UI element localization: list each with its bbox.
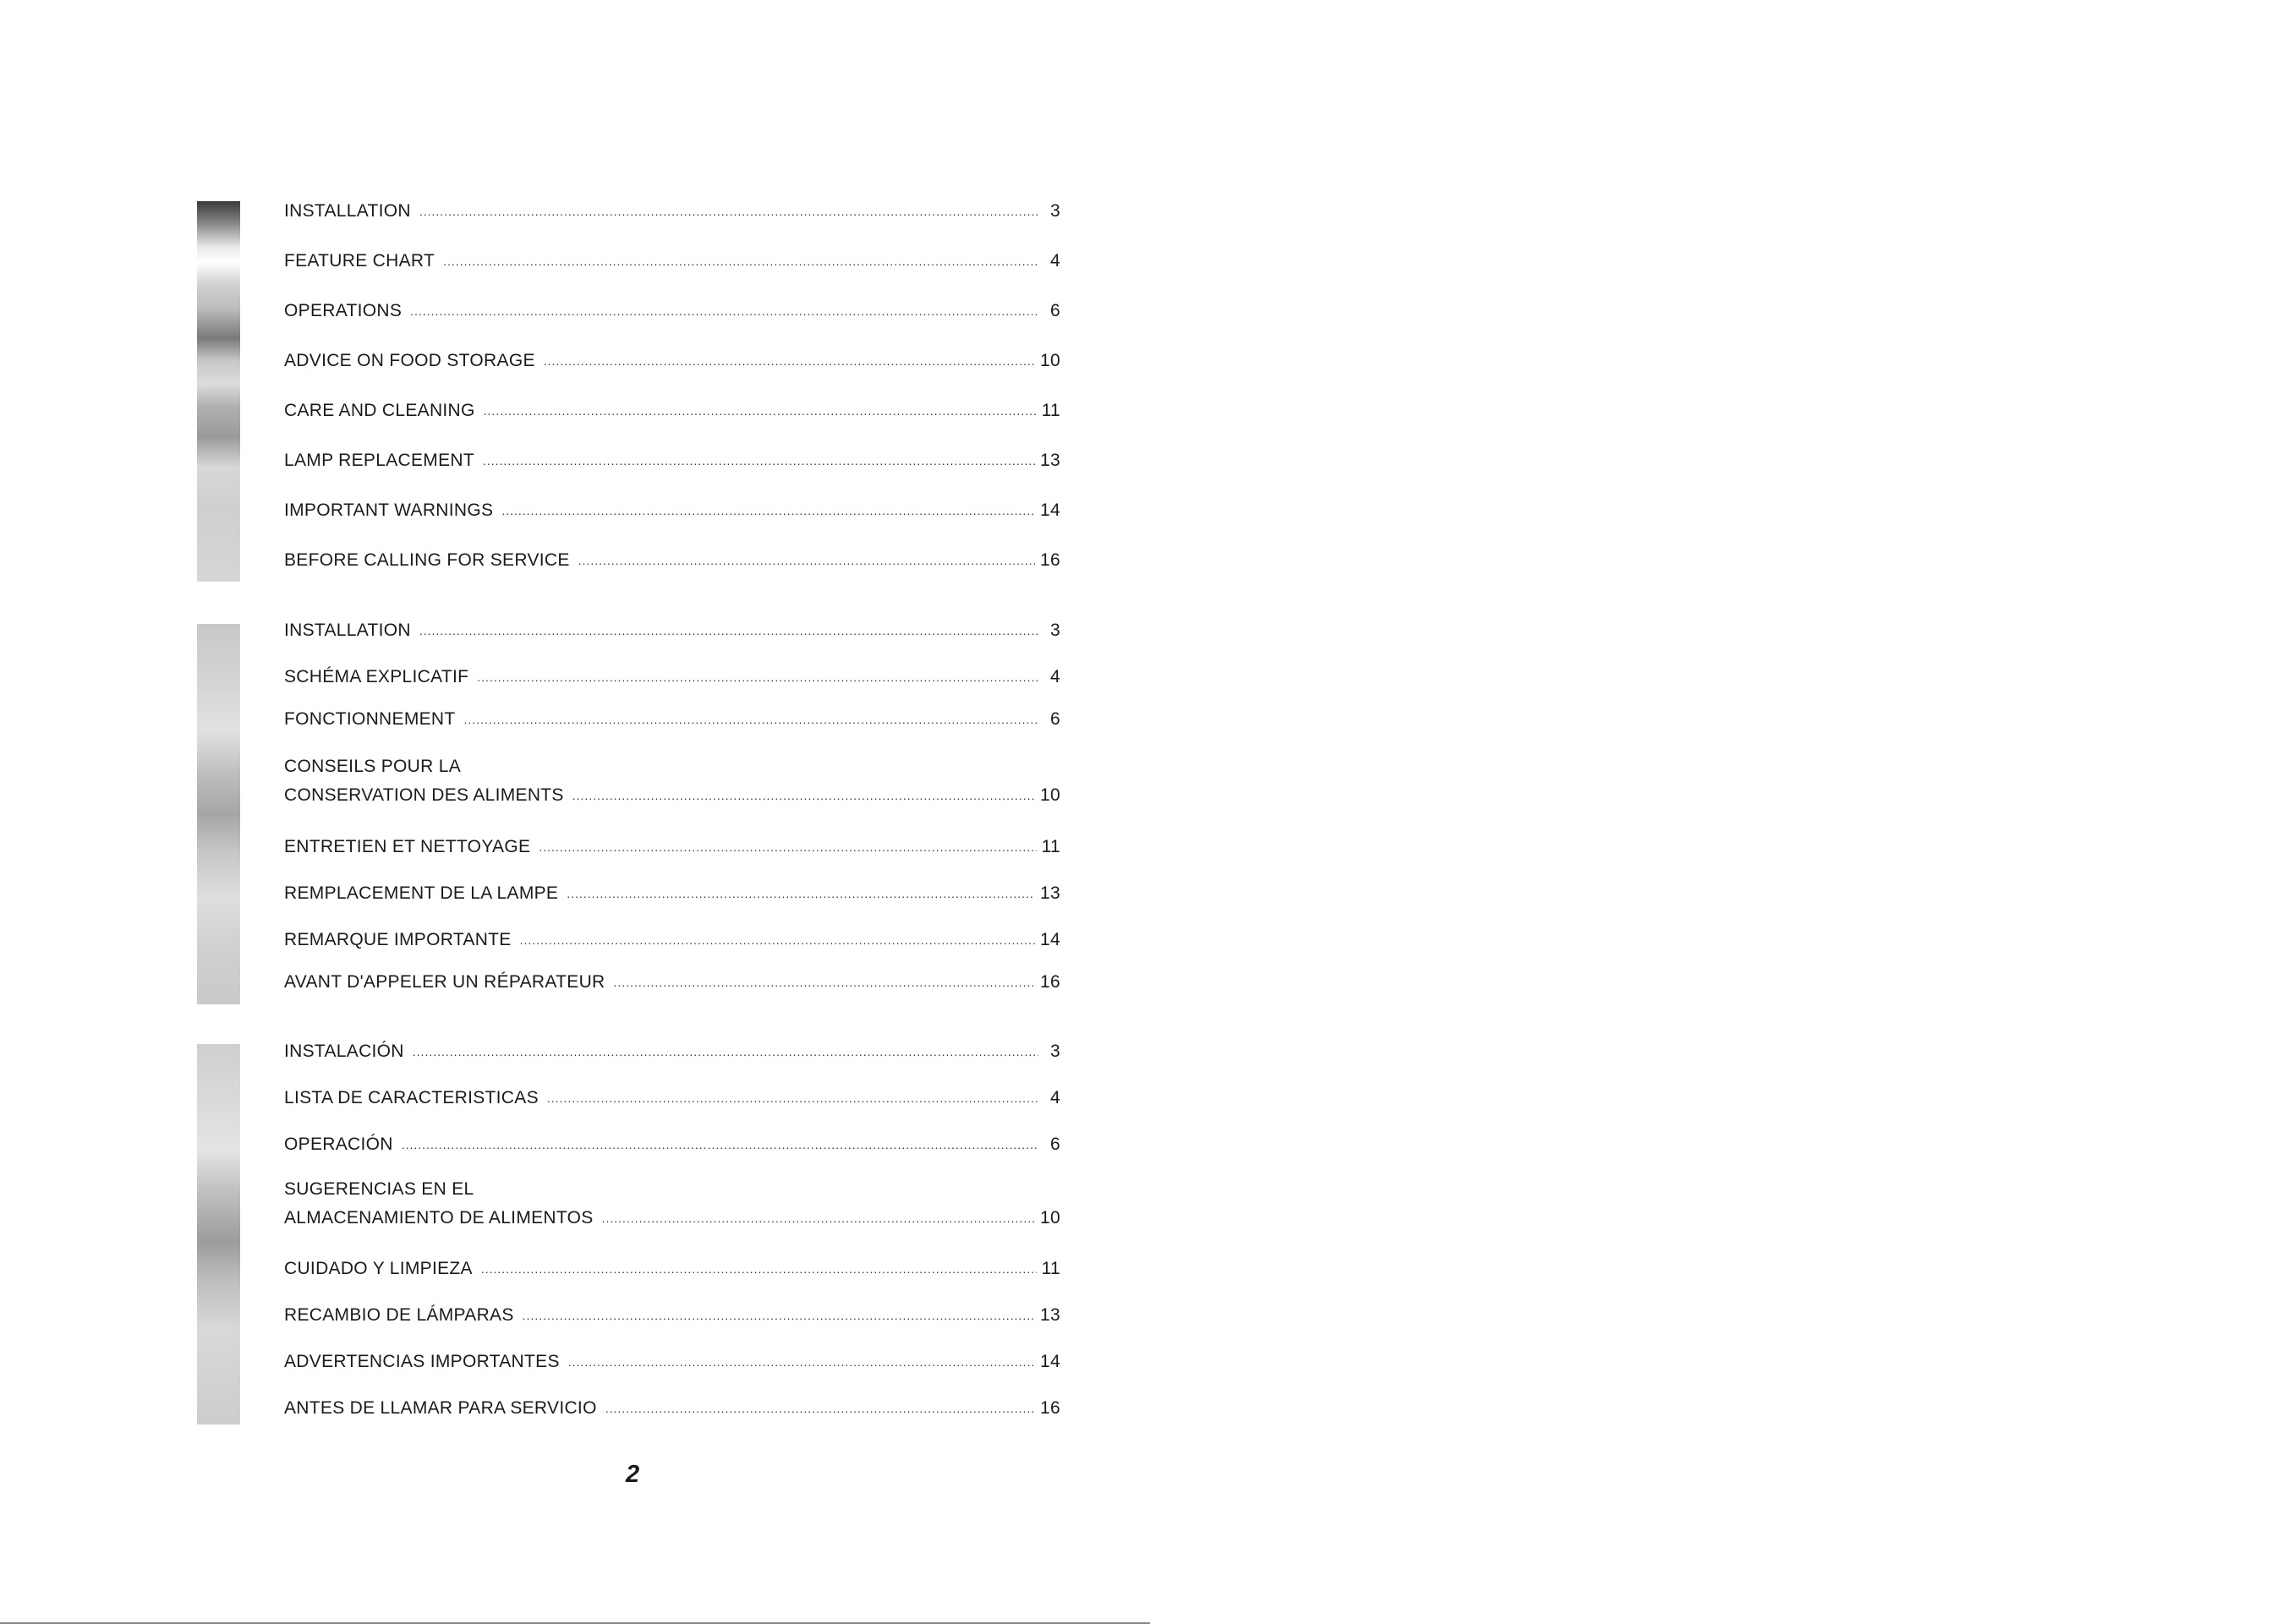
toc-entry[interactable] [284,1175,1060,1233]
toc-entry[interactable] [284,1394,1060,1423]
toc-entry-page: 13 [1040,451,1060,470]
dot-leader [539,833,1036,861]
toc-entry-page: 6 [1050,301,1060,320]
toc-entry[interactable] [284,1348,1060,1376]
toc-entry-page: 4 [1050,251,1060,271]
toc-entry[interactable] [284,752,1060,810]
toc-entry[interactable] [284,197,1060,226]
dot-leader [477,663,1038,692]
toc-entry[interactable] [284,926,1060,954]
toc-entry-title [284,1175,602,1233]
dot-leader [413,1037,1038,1066]
toc-entry-title: IMPORTANT WARNINGS [284,500,494,520]
toc-entry-page: 3 [1050,201,1060,221]
dot-leader [567,879,1035,908]
toc-entry-title: ENTRETIEN ET NETTOYAGE [284,837,531,856]
dot-leader [520,926,1035,954]
page-number: 2 [626,1461,640,1488]
toc-entry-page: 16 [1040,1398,1060,1418]
toc-entry-title: OPERACIÓN [284,1135,393,1154]
section-tab-french [197,624,240,1004]
toc-entry-title-line2: CONSERVATION DES ALIMENTS [284,785,564,805]
toc-entry-title: CARE AND CLEANING [284,401,475,420]
toc-entry-title: AVANT D'APPELER UN RÉPARATEUR [284,972,605,992]
toc-entry-title: ADVERTENCIAS IMPORTANTES [284,1352,560,1371]
toc-entry[interactable] [284,496,1060,525]
dot-leader [443,247,1038,276]
dot-leader [410,297,1038,325]
toc-entry-page: 14 [1040,930,1060,949]
toc-entry-page: 13 [1040,883,1060,903]
toc-entry[interactable] [284,1255,1060,1283]
dot-leader [544,347,1035,375]
dot-leader [419,197,1038,226]
toc-entry[interactable] [284,396,1060,425]
toc-entry-page: 4 [1050,667,1060,686]
toc-entry-title: ANTES DE LLAMAR PARA SERVICIO [284,1398,597,1418]
toc-entry[interactable] [284,546,1060,575]
dot-leader [614,968,1036,997]
toc-entry-title: INSTALLATION [284,621,411,640]
toc-entry-page: 10 [1040,1208,1060,1228]
toc-entry[interactable] [284,1130,1060,1159]
toc-entry[interactable] [284,705,1060,734]
toc-entry-page: 4 [1050,1088,1060,1107]
toc-entry-title [284,752,572,810]
toc-entry-title: REMARQUE IMPORTANTE [284,930,512,949]
toc-entry[interactable] [284,879,1060,908]
toc-entry[interactable] [284,1301,1060,1330]
toc-entry-title: REMPLACEMENT DE LA LAMPE [284,883,559,903]
toc-entry-page: 10 [1040,785,1060,805]
toc-entry[interactable] [284,1037,1060,1066]
toc-entry[interactable] [284,968,1060,997]
toc-entry-title: CUIDADO Y LIMPIEZA [284,1259,473,1278]
dot-leader [602,1204,1035,1233]
toc-entry-page: 14 [1040,500,1060,520]
toc-entry-title: INSTALACIÓN [284,1042,404,1061]
toc-entry-title: OPERATIONS [284,301,403,320]
section-tab-spanish [197,1044,240,1424]
toc-entry-page: 16 [1040,972,1060,992]
toc-entry[interactable] [284,833,1060,861]
dot-leader [481,1255,1037,1283]
toc-entry-title-line1: SUGERENCIAS EN EL [284,1179,474,1199]
toc-entry-title: SCHÉMA EXPLICATIF [284,667,469,686]
toc-entry-title: FONCTIONNEMENT [284,709,456,729]
toc-entry[interactable] [284,616,1060,645]
toc-entry-page: 10 [1040,351,1060,370]
toc-entry-page: 14 [1040,1352,1060,1371]
dot-leader [419,616,1038,645]
toc-entry-page: 3 [1050,1042,1060,1061]
toc-entry-title: RECAMBIO DE LÁMPARAS [284,1305,514,1325]
toc-entry[interactable] [284,297,1060,325]
toc-entry-title: LISTA DE CARACTERISTICAS [284,1088,539,1107]
toc-entry-title: FEATURE CHART [284,251,435,271]
dot-leader [464,705,1038,734]
dot-leader [523,1301,1035,1330]
dot-leader [501,496,1035,525]
dot-leader [568,1348,1035,1376]
toc-entry-title-line2: ALMACENAMIENTO DE ALIMENTOS [284,1208,594,1228]
toc-entry-title: BEFORE CALLING FOR SERVICE [284,550,570,570]
toc-entry-title: LAMP REPLACEMENT [284,451,474,470]
toc-entry-page: 13 [1040,1305,1060,1325]
toc-entry-title: INSTALLATION [284,201,411,221]
dot-leader [578,546,1035,575]
section-tab-english [197,201,240,582]
toc-entry-page: 6 [1050,1135,1060,1154]
toc-entry-page: 3 [1050,621,1060,640]
toc-entry-page: 11 [1041,1259,1060,1278]
toc-entry[interactable] [284,446,1060,475]
dot-leader [402,1130,1038,1159]
toc-entry[interactable] [284,347,1060,375]
toc-entry-title-line1: CONSEILS POUR LA [284,757,462,776]
toc-entry[interactable] [284,663,1060,692]
toc-entry[interactable] [284,1084,1060,1113]
toc-entry-page: 11 [1041,837,1060,856]
dot-leader [605,1394,1035,1423]
toc-entry-title: ADVICE ON FOOD STORAGE [284,351,535,370]
dot-leader [483,446,1035,475]
toc-entry-page: 16 [1040,550,1060,570]
dot-leader [484,396,1037,425]
toc-entry-page: 6 [1050,709,1060,729]
toc-entry[interactable] [284,247,1060,276]
dot-leader [547,1084,1038,1113]
dot-leader [572,781,1035,810]
toc-entry-page: 11 [1041,401,1060,420]
